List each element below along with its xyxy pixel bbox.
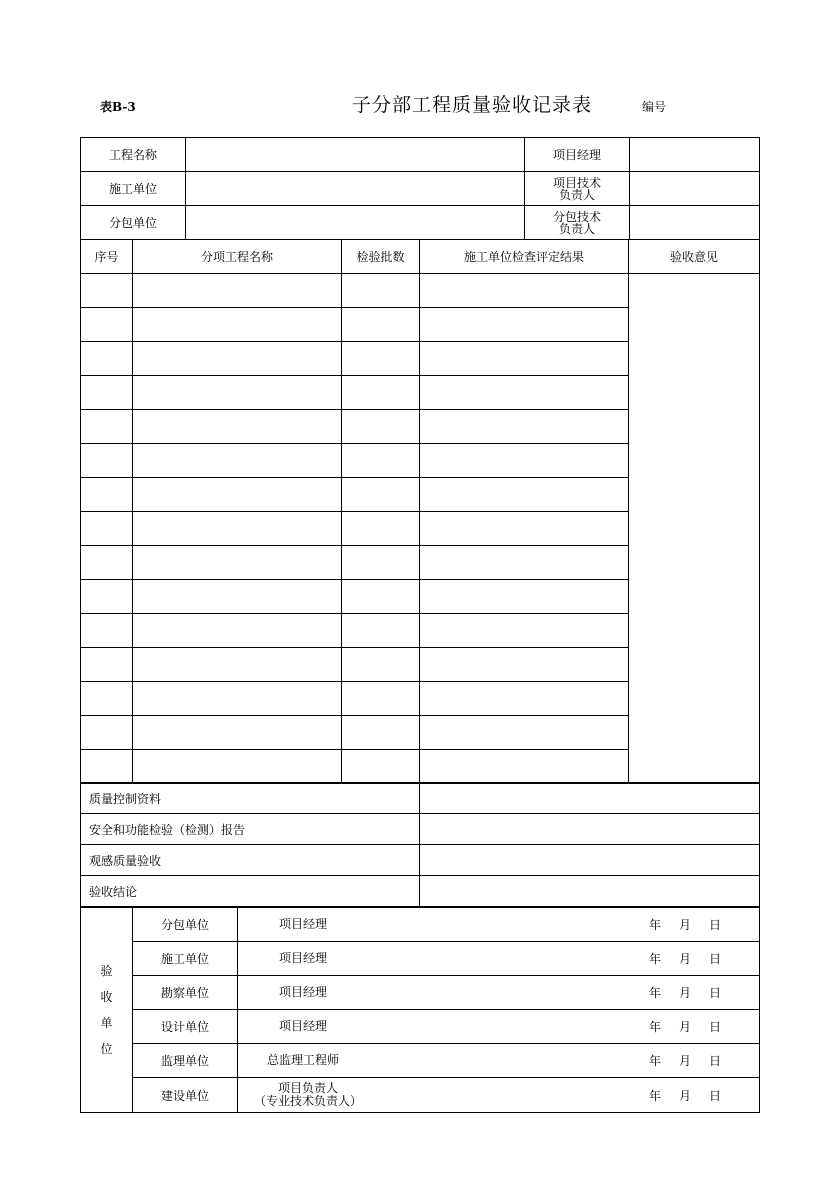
signature-date bbox=[649, 942, 721, 975]
date-year-label: 年 bbox=[648, 918, 661, 932]
batch-count-cell[interactable] bbox=[342, 410, 420, 444]
check-result-cell[interactable] bbox=[420, 648, 629, 682]
acceptance-units-side-label bbox=[81, 908, 133, 1113]
unit-name: 分包单位 bbox=[133, 908, 238, 942]
check-result-cell[interactable] bbox=[420, 716, 629, 750]
index-cell[interactable] bbox=[81, 750, 133, 784]
signatory-role-line1: 项目经理 bbox=[278, 917, 327, 931]
index-cell[interactable] bbox=[81, 580, 133, 614]
project-name-field[interactable] bbox=[186, 138, 525, 172]
acceptance-unit-row bbox=[81, 1078, 760, 1113]
item-name-cell[interactable] bbox=[133, 614, 342, 648]
batch-count-cell[interactable] bbox=[342, 648, 420, 682]
item-name-cell[interactable] bbox=[133, 376, 342, 410]
check-result-cell[interactable] bbox=[420, 342, 629, 376]
table-row bbox=[81, 274, 760, 308]
check-result-cell[interactable] bbox=[420, 376, 629, 410]
date-day-label: 日 bbox=[708, 952, 721, 966]
index-cell[interactable] bbox=[81, 376, 133, 410]
unit-name: 建设单位 bbox=[133, 1078, 238, 1113]
signatory-role bbox=[268, 908, 338, 941]
date-year-label: 年 bbox=[648, 986, 661, 1000]
acceptance-unit-row bbox=[81, 942, 760, 976]
batch-count-cell[interactable] bbox=[342, 274, 420, 308]
side-label-char: 单 bbox=[100, 1016, 113, 1030]
item-name-cell[interactable] bbox=[133, 546, 342, 580]
date-year-label: 年 bbox=[648, 1054, 661, 1068]
acceptance-unit-row bbox=[81, 1044, 760, 1078]
sub-tech-lead-label-line1: 分包技术 bbox=[552, 209, 601, 224]
item-name-cell[interactable] bbox=[133, 716, 342, 750]
batch-count-cell[interactable] bbox=[342, 342, 420, 376]
index-cell[interactable] bbox=[81, 614, 133, 648]
date-month-label: 月 bbox=[678, 986, 691, 1000]
safety-function-report-label: 安全和功能检验（检测）报告 bbox=[81, 814, 420, 845]
col-header-index: 序号 bbox=[81, 240, 133, 274]
batch-count-cell[interactable] bbox=[342, 444, 420, 478]
signature-date bbox=[649, 976, 721, 1009]
item-name-cell[interactable] bbox=[133, 274, 342, 308]
appearance-quality-label: 观感质量验收 bbox=[81, 845, 420, 876]
signatory-role-line1: 项目经理 bbox=[278, 951, 327, 965]
check-result-cell[interactable] bbox=[420, 274, 629, 308]
col-header-batch-count: 检验批数 bbox=[342, 240, 420, 274]
signature-cell[interactable] bbox=[238, 1010, 760, 1044]
items-table bbox=[80, 239, 760, 784]
unit-name: 施工单位 bbox=[133, 942, 238, 976]
check-result-cell[interactable] bbox=[420, 750, 629, 784]
index-cell[interactable] bbox=[81, 410, 133, 444]
tech-lead-field[interactable] bbox=[630, 172, 760, 206]
item-name-cell[interactable] bbox=[133, 410, 342, 444]
item-name-cell[interactable] bbox=[133, 682, 342, 716]
col-header-check-result: 施工单位检查评定结果 bbox=[420, 240, 629, 274]
signatory-role-line1: 项目经理 bbox=[278, 985, 327, 999]
acceptance-unit-row bbox=[81, 908, 760, 942]
signatory-role-line1: 项目经理 bbox=[278, 1019, 327, 1033]
signatory-role bbox=[258, 1044, 348, 1077]
page-title: 子分部工程质量验收记录表 bbox=[352, 94, 593, 116]
project-manager-field[interactable] bbox=[630, 138, 760, 172]
item-name-cell[interactable] bbox=[133, 580, 342, 614]
date-day-label: 日 bbox=[708, 986, 721, 1000]
side-label-char: 位 bbox=[100, 1042, 113, 1056]
item-name-cell[interactable] bbox=[133, 512, 342, 546]
side-label-char: 收 bbox=[100, 990, 113, 1004]
check-result-cell[interactable] bbox=[420, 682, 629, 716]
date-year-label: 年 bbox=[648, 952, 661, 966]
batch-count-cell[interactable] bbox=[342, 546, 420, 580]
check-result-cell[interactable] bbox=[420, 512, 629, 546]
number-label: 编号 bbox=[642, 100, 667, 114]
date-day-label: 日 bbox=[708, 1088, 721, 1103]
batch-count-cell[interactable] bbox=[342, 308, 420, 342]
batch-count-cell[interactable] bbox=[342, 478, 420, 512]
item-name-cell[interactable] bbox=[133, 444, 342, 478]
batch-count-cell[interactable] bbox=[342, 716, 420, 750]
index-cell[interactable] bbox=[81, 512, 133, 546]
check-result-cell[interactable] bbox=[420, 478, 629, 512]
check-result-cell[interactable] bbox=[420, 580, 629, 614]
sub-tech-lead-label-line2: 负责人 bbox=[558, 221, 595, 236]
acceptance-units-table bbox=[80, 907, 760, 1113]
date-month-label: 月 bbox=[678, 918, 691, 932]
signatory-role-line2: （专业技术负责人） bbox=[253, 1094, 362, 1108]
signature-cell[interactable] bbox=[238, 1078, 760, 1113]
side-label-char: 验 bbox=[100, 964, 113, 978]
signature-cell[interactable] bbox=[238, 942, 760, 976]
date-month-label: 月 bbox=[678, 1054, 691, 1068]
batch-count-cell[interactable] bbox=[342, 682, 420, 716]
batch-count-cell[interactable] bbox=[342, 580, 420, 614]
date-month-label: 月 bbox=[678, 952, 691, 966]
sub-tech-lead-field[interactable] bbox=[630, 206, 760, 240]
sub-tech-lead-label bbox=[525, 206, 630, 240]
index-cell[interactable] bbox=[81, 444, 133, 478]
project-name-label: 工程名称 bbox=[81, 138, 186, 172]
check-result-cell[interactable] bbox=[420, 308, 629, 342]
index-cell[interactable] bbox=[81, 478, 133, 512]
quality-control-docs-label: 质量控制资料 bbox=[81, 783, 420, 814]
acceptance-conclusion-field[interactable] bbox=[420, 876, 760, 907]
index-cell[interactable] bbox=[81, 648, 133, 682]
signature-date bbox=[649, 1044, 721, 1077]
quality-control-docs-field[interactable] bbox=[420, 783, 760, 814]
signature-cell[interactable] bbox=[238, 908, 760, 942]
signatory-role-line1: 总监理工程师 bbox=[266, 1053, 339, 1067]
batch-count-cell[interactable] bbox=[342, 750, 420, 784]
summary-table bbox=[80, 782, 760, 907]
index-cell[interactable] bbox=[81, 546, 133, 580]
unit-name: 勘察单位 bbox=[133, 976, 238, 1010]
check-result-cell[interactable] bbox=[420, 410, 629, 444]
date-day-label: 日 bbox=[708, 1054, 721, 1068]
index-cell[interactable] bbox=[81, 716, 133, 750]
form-code: 表B-3 bbox=[100, 100, 136, 114]
safety-function-report-field[interactable] bbox=[420, 814, 760, 845]
project-manager-label: 项目经理 bbox=[525, 138, 630, 172]
project-info-table bbox=[80, 137, 760, 240]
unit-name: 监理单位 bbox=[133, 1044, 238, 1078]
signature-date bbox=[649, 1078, 721, 1112]
check-result-cell[interactable] bbox=[420, 546, 629, 580]
batch-count-cell[interactable] bbox=[342, 512, 420, 546]
acceptance-unit-row bbox=[81, 1010, 760, 1044]
subcontract-unit-field[interactable] bbox=[186, 206, 525, 240]
unit-name: 设计单位 bbox=[133, 1010, 238, 1044]
signatory-role-line1: 项目负责人 bbox=[277, 1081, 338, 1095]
index-cell[interactable] bbox=[81, 682, 133, 716]
index-cell[interactable] bbox=[81, 274, 133, 308]
signatory-role bbox=[268, 976, 338, 1009]
signature-cell[interactable] bbox=[238, 1044, 760, 1078]
batch-count-cell[interactable] bbox=[342, 376, 420, 410]
batch-count-cell[interactable] bbox=[342, 614, 420, 648]
item-name-cell[interactable] bbox=[133, 648, 342, 682]
signature-cell[interactable] bbox=[238, 976, 760, 1010]
item-name-cell[interactable] bbox=[133, 342, 342, 376]
col-header-acceptance-opinion: 验收意见 bbox=[629, 240, 760, 274]
signatory-role bbox=[268, 942, 338, 975]
tech-lead-label-line2: 负责人 bbox=[558, 187, 595, 202]
date-day-label: 日 bbox=[708, 1020, 721, 1034]
index-cell[interactable] bbox=[81, 342, 133, 376]
check-result-cell[interactable] bbox=[420, 444, 629, 478]
item-name-cell[interactable] bbox=[133, 750, 342, 784]
signature-date bbox=[649, 1010, 721, 1043]
index-cell[interactable] bbox=[81, 308, 133, 342]
date-day-label: 日 bbox=[708, 918, 721, 932]
signatory-role bbox=[248, 1078, 368, 1112]
acceptance-unit-row bbox=[81, 976, 760, 1010]
acceptance-conclusion-label: 验收结论 bbox=[81, 876, 420, 907]
date-month-label: 月 bbox=[678, 1020, 691, 1034]
construction-unit-label: 施工单位 bbox=[81, 172, 186, 206]
date-year-label: 年 bbox=[648, 1020, 661, 1034]
signature-date bbox=[649, 908, 721, 941]
appearance-quality-field[interactable] bbox=[420, 845, 760, 876]
tech-lead-label-line1: 项目技术 bbox=[552, 175, 601, 190]
acceptance-opinion-field[interactable] bbox=[629, 274, 760, 784]
item-name-cell[interactable] bbox=[133, 308, 342, 342]
date-year-label: 年 bbox=[648, 1088, 661, 1103]
check-result-cell[interactable] bbox=[420, 614, 629, 648]
signatory-role bbox=[268, 1010, 338, 1043]
subcontract-unit-label: 分包单位 bbox=[81, 206, 186, 240]
col-header-item-name: 分项工程名称 bbox=[133, 240, 342, 274]
tech-lead-label bbox=[525, 172, 630, 206]
date-month-label: 月 bbox=[678, 1088, 691, 1103]
construction-unit-field[interactable] bbox=[186, 172, 525, 206]
item-name-cell[interactable] bbox=[133, 478, 342, 512]
